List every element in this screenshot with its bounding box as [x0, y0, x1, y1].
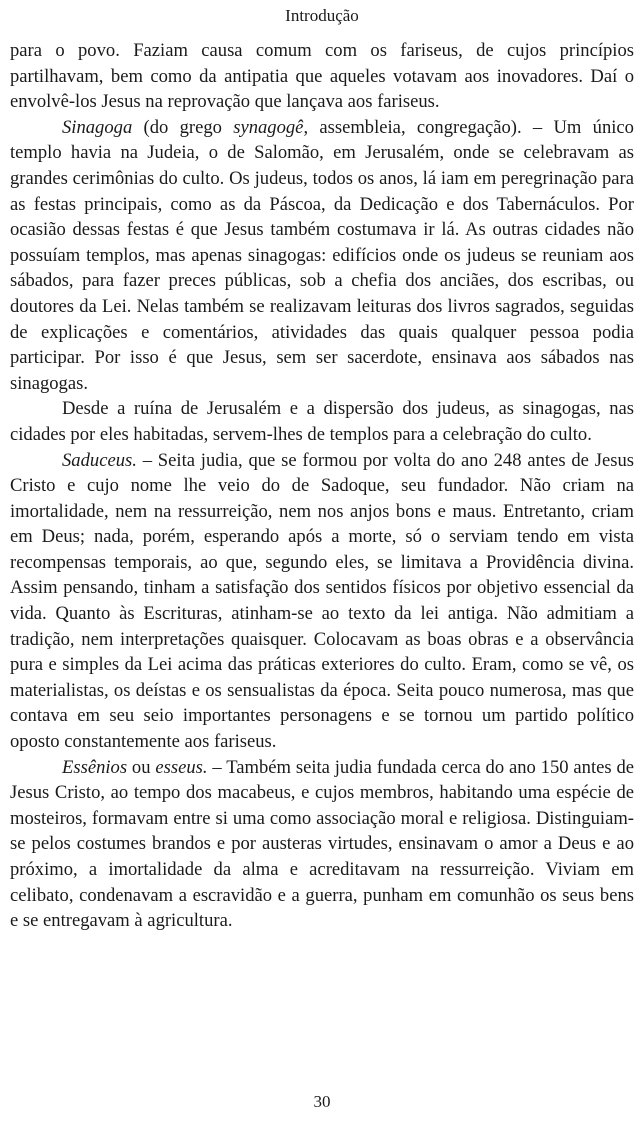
page-number: 30: [313, 1092, 331, 1111]
body-text: [10, 38, 634, 934]
paragraph-text: para o povo. Faziam causa comum com os fariseus, de cujos princípios partilhavam, bem como da antipatia que aqueles votavam aos inovadores. Daí o envolvê-los Jesus na reprovação que lançava aos fariseus.: [10, 40, 634, 113]
term-saduceus: Saduceus.: [62, 449, 137, 471]
paragraph-essenios: [10, 755, 634, 934]
term-essenios: Essênios: [62, 756, 128, 778]
term-sinagoga: Sinagoga: [62, 116, 133, 138]
paragraph-text: – Também seita judia fundada cerca do ano 150 antes de Jesus Cristo, ao tempo dos macabeus, e cujos membros, habitando uma espécie de mosteiros, formavam entre si uma como associação moral e religiosa. Distinguiam-se pelos costumes brandos e por austeras virtudes, ensinavam o amor a Deus e ao próximo, a imortalidade da alma e acreditavam na ressurreição. Viviam em celibato, condenavam a escravidão e a guerra, punham em comunhão os seus bens e se entregavam à agricultura.: [10, 756, 635, 932]
paragraph-continuation: [10, 38, 634, 115]
paragraph-sinagoga: [10, 115, 634, 397]
paragraph-text: Desde a ruína de Jerusalém e a dispersão dos judeus, as sinagogas, nas cidades por eles habitadas, servem-lhes de templos para a celebração do culto.: [10, 398, 634, 445]
paragraph-text: – Seita judia, que se formou por volta do ano 248 antes de Jesus Cristo e cujo nome lhe veio do de Sadoque, seu fundador. Não criam na imortalidade, nem na ressurreição, nem nos anjos bons e maus. Entretanto, criam em Deus; nada, porém, esperando após a morte, só o serviam tendo em vista recompensas temporais, ao que, segundo eles, se limitava a Providência divina. Assim pensando, tinham a satisfação dos sentidos físicos por objetivo essencial da vida. Quanto às Escrituras, atinham-se ao texto da lei antiga. Não admitiam a tradição, nem interpretações quaisquer. Colocavam as boas obras e a observância pura e simples da Lei acima das práticas exteriores do culto. Eram, como se vê, os materialistas, os deístas e os sensualistas da época. Seita pouco numerosa, mas que contava em seu seio importantes personagens e se tornou um partido político oposto constantemente aos fariseus.: [10, 449, 634, 753]
paragraph-dispersao: [10, 396, 634, 447]
paragraph-text: (do grego: [132, 116, 234, 138]
paragraph-saduceus: [10, 448, 634, 755]
term-esseus: esseus.: [155, 756, 208, 778]
greek-word: synagogê: [233, 116, 304, 138]
paragraph-text: , assembleia, congregação). – Um único templo havia na Judeia, o de Salomão, em Jerusalém, onde se celebravam as grandes cerimônias do culto. Os judeus, todos os anos, lá iam em peregrinação para as festas principais, como as da Páscoa, da Dedicação e dos Tabernáculos. Por ocasião dessas festas é que Jesus também costumava ir lá. As outras cidades não possuíam templos, mas apenas sinagogas: edifícios onde os judeus se reuniam aos sábados, para fazer preces públicas, sob a chefia dos anciães, dos escribas, ou doutores da Lei. Nelas também se realizavam leituras dos livros sagrados, seguidas de explicações e comentários, atividades das quais qualquer pessoa podia participar. Por isso é que Jesus, sem ser sacerdote, ensinava aos sábados nas sinagogas.: [10, 116, 634, 394]
running-head: Introdução: [285, 6, 359, 25]
paragraph-text: ou: [127, 756, 156, 778]
